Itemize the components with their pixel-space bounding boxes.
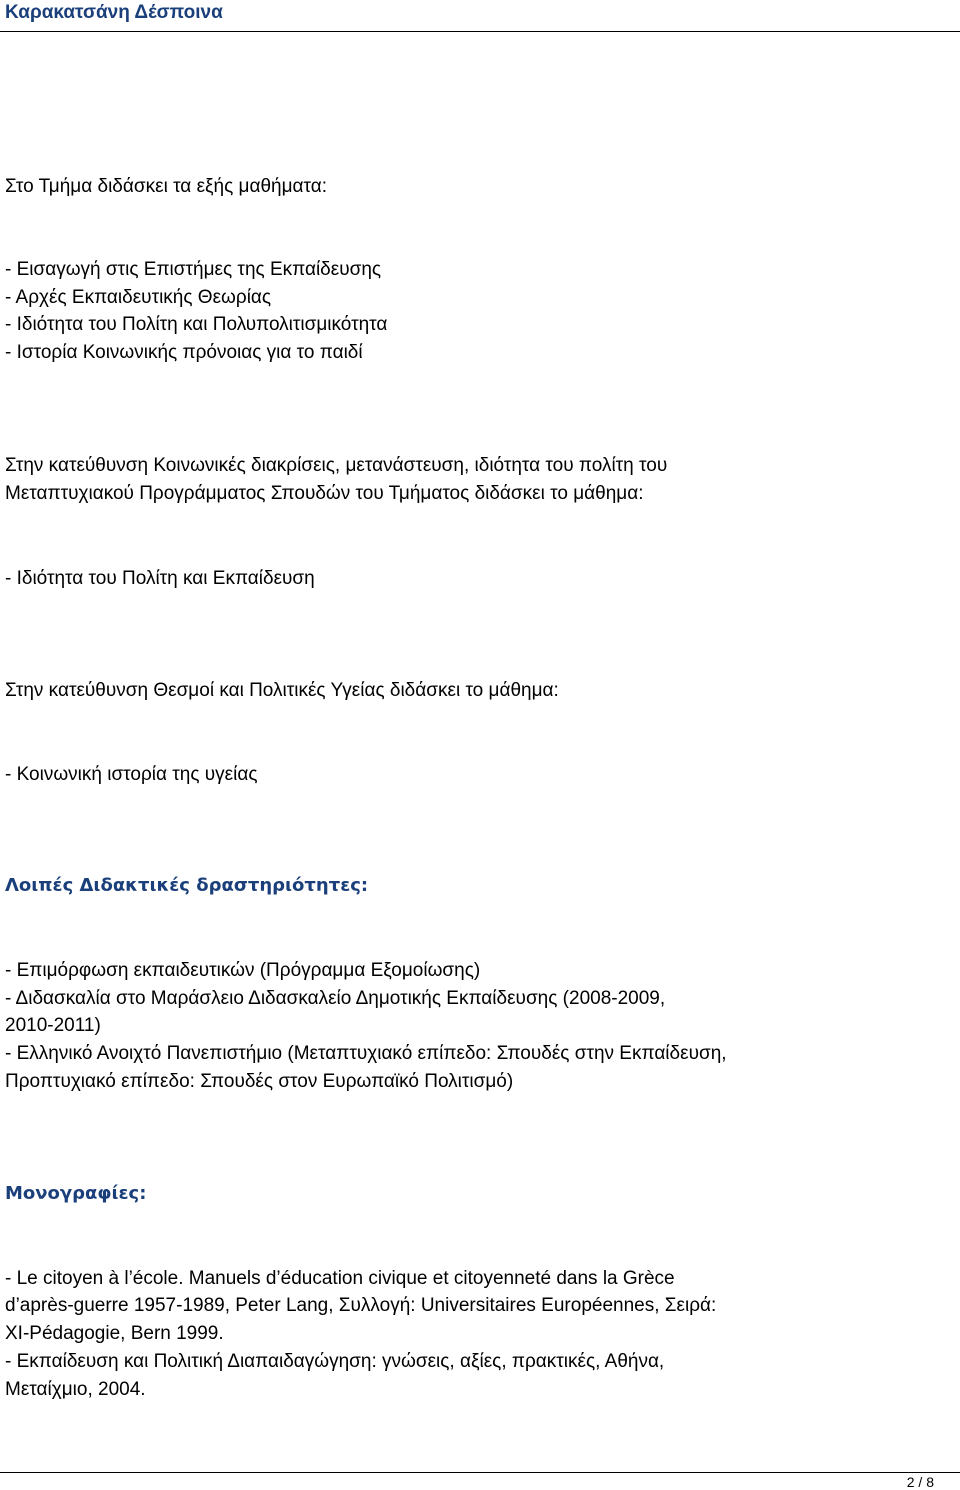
monograph-line: d’après-guerre 1957-1989, Peter Lang, Συλλογή: Universitaires Européennes, Σειρά: bbox=[5, 1295, 717, 1316]
direction2-course: - Κοινωνική ιστορία της υγείας bbox=[5, 764, 258, 785]
activity-line: - Επιμόρφωση εκπαιδευτικών (Πρόγραμμα Εξομοίωσης) bbox=[5, 960, 481, 981]
activity-line: - Διδασκαλία στο Μαράσλειο Διδασκαλείο Δημοτικής Εκπαίδευσης (2008-2009, bbox=[5, 988, 666, 1009]
direction1-course: - Ιδιότητα του Πολίτη και Εκπαίδευση bbox=[5, 568, 315, 589]
course-item: - Αρχές Εκπαιδευτικής Θεωρίας bbox=[5, 287, 272, 308]
monograph-line: Μεταίχμιο, 2004. bbox=[5, 1379, 146, 1400]
course-item: - Ιστορία Κοινωνικής πρόνοιας για το παιδί bbox=[5, 342, 363, 363]
page-number: 2 / 8 bbox=[906, 1474, 934, 1490]
footer-divider bbox=[0, 1472, 960, 1473]
direction1-text: Μεταπτυχιακού Προγράμματος Σπουδών του Τμήματος διδάσκει το μάθημα: bbox=[5, 483, 644, 504]
monograph-line: - Εκπαίδευση και Πολιτική Διαπαιδαγώγηση: γνώσεις, αξίες, πρακτικές, Αθήνα, bbox=[5, 1351, 665, 1372]
activities-heading: Λοιπές Διδακτικές δραστηριότητες: bbox=[5, 875, 369, 896]
page-header bbox=[0, 0, 960, 32]
direction2-text: Στην κατεύθυνση Θεσμοί και Πολιτικές Υγείας διδάσκει το μάθημα: bbox=[5, 680, 559, 701]
activity-line: 2010-2011) bbox=[5, 1015, 101, 1036]
activity-line: Προπτυχιακό επίπεδο: Σπουδές στον Ευρωπαϊκό Πολιτισμό) bbox=[5, 1071, 514, 1092]
course-item: - Εισαγωγή στις Επιστήμες της Εκπαίδευσης bbox=[5, 259, 382, 280]
monograph-line: XI-Pédagogie, Bern 1999. bbox=[5, 1323, 224, 1344]
monographs-heading: Μονογραφίες: bbox=[5, 1183, 147, 1204]
monograph-line: - Le citoyen à l’école. Manuels d’éducation civique et citoyenneté dans la Grèce bbox=[5, 1268, 675, 1289]
author-name: Καρακατσάνη Δέσποινα bbox=[5, 2, 223, 23]
course-item: - Ιδιότητα του Πολίτη και Πολυπολιτισμικότητα bbox=[5, 314, 388, 335]
activity-line: - Ελληνικό Ανοιχτό Πανεπιστήμιο (Μεταπτυχιακό επίπεδο: Σπουδές στην Εκπαίδευση, bbox=[5, 1043, 727, 1064]
intro-text: Στο Τμήμα διδάσκει τα εξής μαθήματα: bbox=[5, 176, 328, 197]
direction1-text: Στην κατεύθυνση Κοινωνικές διακρίσεις, μετανάστευση, ιδιότητα του πολίτη του bbox=[5, 455, 668, 476]
